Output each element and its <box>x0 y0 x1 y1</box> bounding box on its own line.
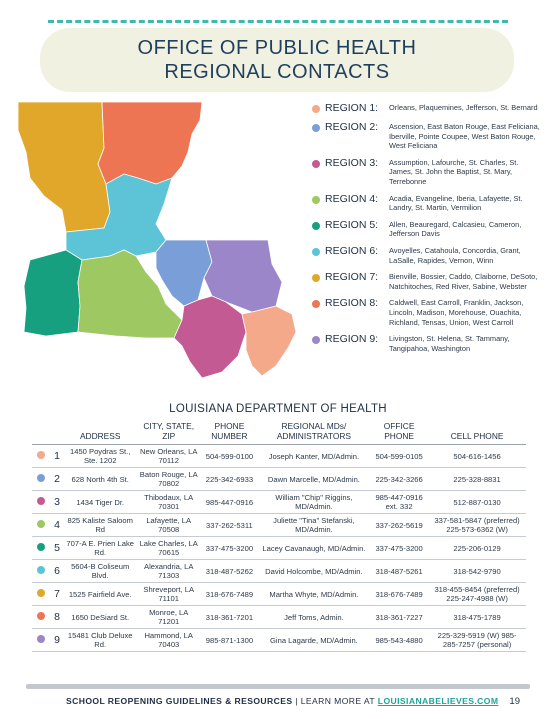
cell-address: 1450 Poydras St., Ste. 1202 <box>64 445 136 468</box>
legend-dot <box>312 160 320 168</box>
legend-region-name: REGION 6: <box>325 244 379 257</box>
legend-region-name: REGION 3: <box>325 156 379 169</box>
legend-parishes: Livingston, St. Helena, St. Tammany, Tangipahoa, Washington <box>389 334 510 353</box>
legend-region-name: REGION 4: <box>325 192 379 205</box>
header-num <box>50 418 64 445</box>
cell-office: 318-361-7227 <box>370 606 428 629</box>
table-header-row <box>32 418 526 445</box>
row-region-number: 1 <box>50 445 64 468</box>
legend-region-name: REGION 1: <box>325 102 379 114</box>
header-address: ADDRESS <box>64 418 136 445</box>
cell-phone: 318-487-5262 <box>201 560 258 583</box>
top-dashed-rule <box>48 20 508 23</box>
legend-dot <box>312 124 320 132</box>
row-color-dot <box>32 537 50 560</box>
row-region-number: 7 <box>50 583 64 606</box>
cell-office: 318-676-7489 <box>370 583 428 606</box>
table-row <box>32 629 526 652</box>
table-row <box>32 491 526 514</box>
legend-parishes: Ascension, East Baton Rouge, East Feliciana, Iberville, Pointe Coupee, West Baton Rouge, West Feliciana <box>389 122 540 151</box>
row-region-number: 4 <box>50 514 64 537</box>
legend-dot <box>312 248 320 256</box>
map-region-5 <box>24 250 82 336</box>
legend-region-name: REGION 7: <box>325 271 379 284</box>
row-color-dot <box>32 468 50 491</box>
legend-region-6 <box>312 245 542 265</box>
cell-admin: Gina Lagarde, MD/Admin. <box>258 629 370 652</box>
legend-region-9 <box>312 333 542 353</box>
page-title-line2: REGIONAL CONTACTS <box>164 61 390 83</box>
legend-region-3 <box>312 157 542 187</box>
region-dot <box>37 474 45 482</box>
cell-cell: 318-455-8454 (preferred) 225-247-4988 (W) <box>428 583 526 606</box>
region-legend <box>312 102 542 359</box>
louisiana-region-map <box>6 100 306 390</box>
cell-phone: 318-676-7489 <box>201 583 258 606</box>
cell-phone: 337-475-3200 <box>201 537 258 560</box>
header-office-phone: OFFICE PHONE <box>370 418 428 445</box>
header-city: CITY, STATE, ZIP <box>136 418 201 445</box>
cell-phone: 985-447-0916 <box>201 491 258 514</box>
cell-office: 337-475-3200 <box>370 537 428 560</box>
legend-dot <box>312 196 320 204</box>
cell-office: 318-487-5261 <box>370 560 428 583</box>
cell-admin: Joseph Kanter, MD/Admin. <box>258 445 370 468</box>
legend-dot <box>312 105 320 113</box>
table-row <box>32 560 526 583</box>
legend-dot <box>312 300 320 308</box>
cell-phone: 985-871-1300 <box>201 629 258 652</box>
cell-cell: 225-328-8831 <box>428 468 526 491</box>
cell-city: Lafayette, LA 70508 <box>136 514 201 537</box>
cell-city: Baton Rouge, LA 70802 <box>136 468 201 491</box>
cell-office: 985-447-0916 ext. 332 <box>370 491 428 514</box>
legend-parishes: Allen, Beauregard, Calcasieu, Cameron, Jefferson Davis <box>389 219 522 239</box>
footer-learn: LEARN MORE AT <box>300 696 375 706</box>
table-row <box>32 468 526 491</box>
legend-parishes: Orleans, Plaquemines, Jefferson, St. Bernard <box>389 103 538 112</box>
legend-region-name: REGION 5: <box>325 218 379 231</box>
legend-region-name: REGION 2: <box>325 121 379 133</box>
cell-phone: 504-599-0100 <box>201 445 258 468</box>
cell-address: 825 Kaliste Saloom Rd <box>64 514 136 537</box>
region-dot <box>37 566 45 574</box>
region-dot <box>37 612 45 620</box>
cell-admin: David Holcombe, MD/Admin. <box>258 560 370 583</box>
legend-dot <box>312 274 320 282</box>
footer-left: SCHOOL REOPENING GUIDELINES & RESOURCES | LEARN MORE AT LOUISIANABELIEVES.COM <box>66 696 499 706</box>
table-row <box>32 537 526 560</box>
cell-address: 628 North 4th St. <box>64 468 136 491</box>
cell-cell: 225-329-5919 (W) 985-285-7257 (personal) <box>428 629 526 652</box>
row-region-number: 9 <box>50 629 64 652</box>
legend-region-5 <box>312 219 542 239</box>
region-dot <box>37 520 45 528</box>
row-color-dot <box>32 514 50 537</box>
header-cell-phone: CELL PHONE <box>428 418 526 445</box>
cell-phone: 225-342-6933 <box>201 468 258 491</box>
legend-parishes: Acadia, Evangeline, Iberia, Lafayette, St. Landry, St. Martin, Vermilion <box>389 193 523 213</box>
header-admin: REGIONAL MDs/ ADMINISTRATORS <box>258 418 370 445</box>
row-region-number: 8 <box>50 606 64 629</box>
table-row <box>32 583 526 606</box>
cell-address: 5604-B Coliseum Blvd. <box>64 560 136 583</box>
map-region-7 <box>18 102 110 232</box>
legend-parishes: Assumption, Lafourche, St. Charles, St. James, St. John the Baptist, St. Mary, Terrebonne <box>389 157 519 186</box>
cell-cell: 337-581-5847 (preferred) 225-573-6362 (W) <box>428 514 526 537</box>
legend-region-1 <box>312 102 542 115</box>
row-region-number: 6 <box>50 560 64 583</box>
row-color-dot <box>32 606 50 629</box>
table-row <box>32 606 526 629</box>
region-dot <box>37 589 45 597</box>
row-region-number: 2 <box>50 468 64 491</box>
cell-city: Monroe, LA 71201 <box>136 606 201 629</box>
cell-city: Hammond, LA 70403 <box>136 629 201 652</box>
cell-city: Thibodaux, LA 70301 <box>136 491 201 514</box>
row-color-dot <box>32 583 50 606</box>
cell-city: Alexandria, LA 71303 <box>136 560 201 583</box>
row-color-dot <box>32 629 50 652</box>
page-title-line1: OFFICE OF PUBLIC HEALTH <box>137 37 417 59</box>
region-dot <box>37 451 45 459</box>
footer-url-link[interactable]: LOUISIANABELIEVES.COM <box>377 696 499 706</box>
region-dot <box>37 543 45 551</box>
map-region-3 <box>174 296 246 378</box>
cell-admin: Juliette "Tina" Stefanski, MD/Admin. <box>258 514 370 537</box>
legend-region-4 <box>312 193 542 213</box>
cell-address: 15481 Club Deluxe Rd. <box>64 629 136 652</box>
cell-admin: Martha Whyte, MD/Admin. <box>258 583 370 606</box>
bottom-divider <box>26 684 530 689</box>
cell-cell: 225-206-0129 <box>428 537 526 560</box>
cell-admin: William "Chip" Riggins, MD/Admin. <box>258 491 370 514</box>
cell-city: New Orleans, LA 70112 <box>136 445 201 468</box>
table-row <box>32 514 526 537</box>
cell-city: Shreveport, LA 71101 <box>136 583 201 606</box>
region-dot <box>37 635 45 643</box>
cell-address: 1434 Tiger Dr. <box>64 491 136 514</box>
row-color-dot <box>32 560 50 583</box>
title-banner <box>40 28 514 92</box>
cell-admin: Lacey Cavanaugh, MD/Admin. <box>258 537 370 560</box>
cell-cell: 318-475-1789 <box>428 606 526 629</box>
legend-parishes: Caldwell, East Carroll, Franklin, Jackson, Lincoln, Madison, Morehouse, Ouachita, Richland, Tensas, Union, West Carroll <box>389 298 524 327</box>
legend-dot <box>312 336 320 344</box>
legend-region-name: REGION 9: <box>325 333 379 346</box>
legend-region-2 <box>312 121 542 151</box>
cell-office: 337-262-5619 <box>370 514 428 537</box>
region-dot <box>37 497 45 505</box>
legend-region-name: REGION 8: <box>325 297 379 310</box>
legend-dot <box>312 222 320 230</box>
cell-address: 1650 DeSiard St. <box>64 606 136 629</box>
cell-admin: Jeff Toms, Admin. <box>258 606 370 629</box>
row-region-number: 3 <box>50 491 64 514</box>
table-title: LOUISIANA DEPARTMENT OF HEALTH <box>169 403 387 415</box>
cell-office: 985-543-4880 <box>370 629 428 652</box>
cell-phone: 337-262-5311 <box>201 514 258 537</box>
header-phone: PHONE NUMBER <box>201 418 258 445</box>
map-region-8 <box>98 102 202 184</box>
page-number: 19 <box>509 696 520 707</box>
cell-cell: 504-616-1456 <box>428 445 526 468</box>
row-color-dot <box>32 491 50 514</box>
footer-title: SCHOOL REOPENING GUIDELINES & RESOURCES <box>66 696 293 706</box>
legend-region-7 <box>312 271 542 291</box>
cell-city: Lake Charles, LA 70615 <box>136 537 201 560</box>
cell-phone: 318-361-7201 <box>201 606 258 629</box>
header-dot <box>32 418 50 445</box>
table-row <box>32 445 526 468</box>
cell-admin: Dawn Marcelle, MD/Admin. <box>258 468 370 491</box>
legend-parishes: Avoyelles, Catahoula, Concordia, Grant, LaSalle, Rapides, Vernon, Winn <box>389 245 521 265</box>
map-region-2 <box>156 240 212 306</box>
cell-cell: 512-887-0130 <box>428 491 526 514</box>
row-color-dot <box>32 445 50 468</box>
cell-address: 1525 Fairfield Ave. <box>64 583 136 606</box>
row-region-number: 5 <box>50 537 64 560</box>
cell-office: 504-599-0105 <box>370 445 428 468</box>
map-region-1 <box>242 306 296 376</box>
cell-address: 707-A E. Prien Lake Rd. <box>64 537 136 560</box>
cell-cell: 318-542-9790 <box>428 560 526 583</box>
cell-office: 225-342-3266 <box>370 468 428 491</box>
legend-region-8 <box>312 297 542 327</box>
legend-parishes: Bienville, Bossier, Caddo, Claiborne, DeSoto, Natchitoches, Red River, Sabine, Webster <box>389 272 538 291</box>
regional-contacts-table <box>32 418 526 652</box>
